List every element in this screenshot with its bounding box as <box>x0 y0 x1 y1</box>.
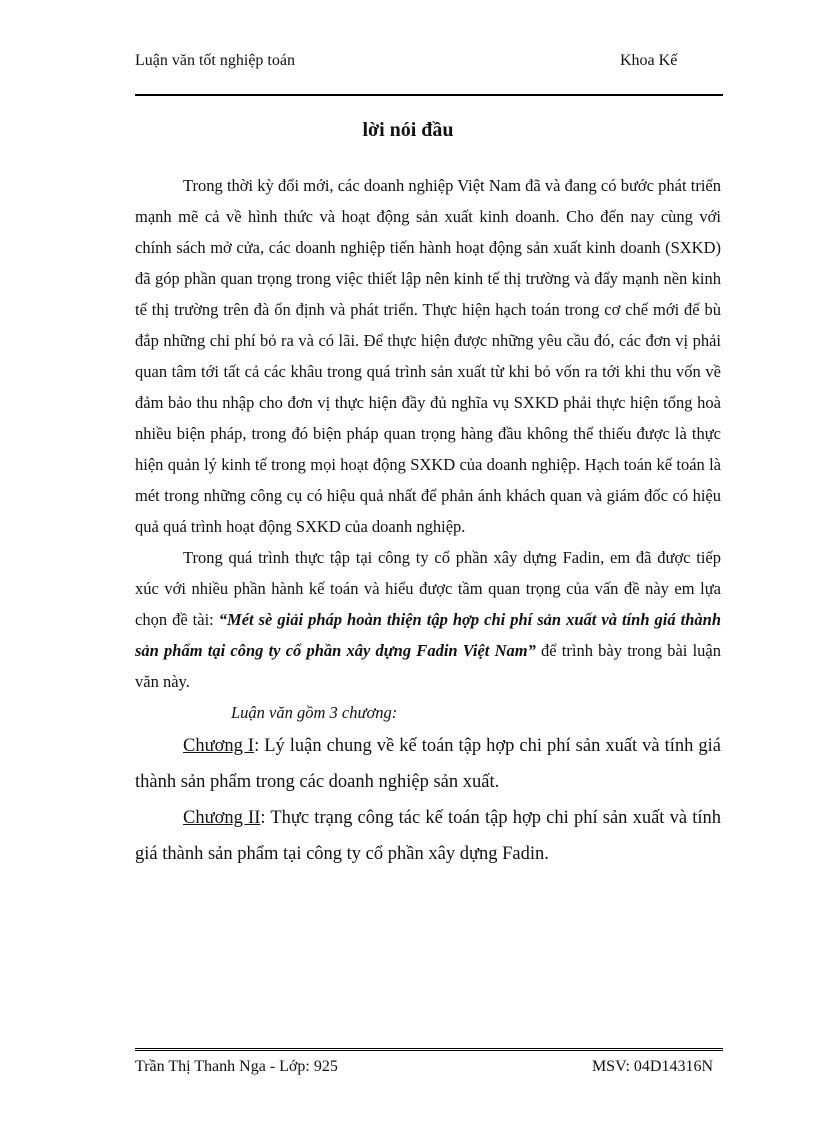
paragraph-intro: Trong thời kỳ đổi mới, các doanh nghiệp Việt Nam đã và đang có bước phát triển mạnh mẽ cả về hình thức và hoạt động sản xuất kinh doanh. Cho đến nay cùng với chính sách mở cửa, các doanh nghiệp tiến hành hoạt động sản xuất kinh doanh (SXKD) đã góp phần quan trọng trong việc thiết lập nên kinh tế thị trường và đẩy mạnh nền kinh tế thị trường trên đà ổn định và phát triển. Thực hiện hạch toán trong cơ chế mới để bù đắp những chi phí bỏ ra và có lãi. Để thực hiện được những yêu cầu đó, các đơn vị phải quan tâm tới tất cả các khâu trong quá trình sản xuất từ khi bỏ vốn ra tới khi thu vốn về đảm bảo thu nhập cho đơn vị thực hiện đầy đủ nghĩa vụ SXKD phải thực hiện tổng hoà nhiều biện pháp, trong đó biện pháp quan trọng hàng đầu không thể thiếu được là thực hiện quản lý kinh tế trong mọi hoạt động SXKD của doanh nghiệp. Hạch toán kế toán là mét trong những công cụ có hiệu quả nhất để phản ánh khách quan và giám đốc có hiệu quả quá trình hoạt động SXKD của doanh nghiệp. <box>135 176 721 536</box>
chapter-text: : Thực trạng công tác kế toán tập hợp chi phí sản xuất và tính giá thành sản phẩm tại công ty cổ phần xây dựng Fadin. <box>135 808 721 864</box>
footer-author: Trần Thị Thanh Nga - Lớp: 925 <box>135 1058 338 1075</box>
header-left-text: Luận văn tốt nghiệp toán <box>135 52 295 69</box>
chapter-item <box>135 800 721 872</box>
document-body <box>135 170 721 872</box>
thesis-topic: “Mét sè giải pháp hoàn thiện tập hợp chi phí sản xuất và tính giá thành sản phẩm tại công ty cổ phần xây dựng Fadin Việt Nam” <box>135 610 721 660</box>
chapter-label: Chương I <box>183 736 255 756</box>
topic-lead-text: Trong quá trình thực tập tại công ty cổ phần xây dựng Fadin, em đã được tiếp xúc với nhiều phần hành kế toán và hiểu được tầm quan trọng của vấn đề này em lựa chọn đề tài: <box>135 548 721 629</box>
chapter-label: Chương II <box>183 808 261 828</box>
footer-student-id: MSV: 04D14316N <box>591 1058 713 1075</box>
page-title: lời nói đầu <box>362 119 454 141</box>
chapters-intro: Luận văn gồm 3 chương: <box>231 703 398 722</box>
paragraph-topic <box>135 542 721 697</box>
page-header <box>135 50 723 96</box>
chapter-item <box>135 728 721 800</box>
topic-tail-text: để trình bày trong bài luận văn này. <box>135 641 721 691</box>
page-footer <box>135 1048 723 1087</box>
header-right-text: Khoa Kế <box>620 52 678 69</box>
chapter-text: : Lý luận chung về kế toán tập hợp chi phí sản xuất và tính giá thành sản phẩm trong các doanh nghiệp sản xuất. <box>135 736 721 792</box>
